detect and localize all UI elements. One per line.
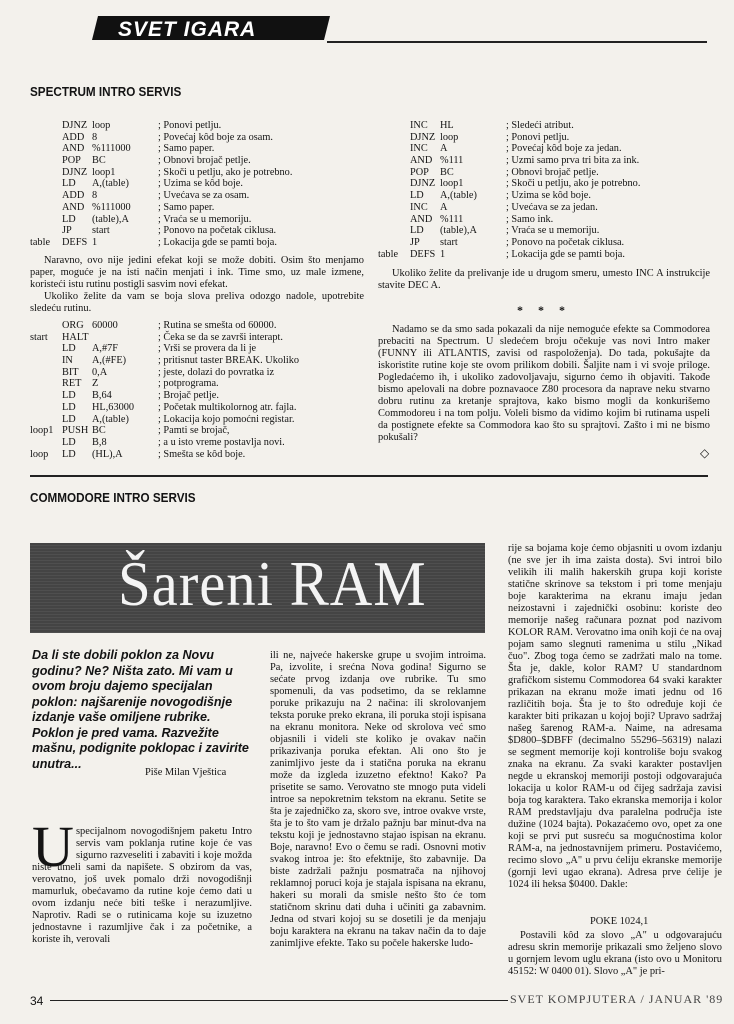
code-operand: (HL),A	[92, 448, 123, 460]
code-opcode: LD	[62, 413, 76, 425]
code-opcode: LD	[410, 225, 424, 237]
paragraph-text: Ukoliko želite da vam se boja slova preliva odozgo nadole, upotrebite sledeću rutinu.	[30, 291, 364, 314]
code-line	[30, 355, 370, 367]
code-label: loop	[30, 448, 49, 460]
code-label: table	[378, 248, 399, 260]
code-line	[30, 425, 370, 437]
code-comment: ; Početak multikolornog atr. fajla.	[158, 401, 297, 413]
code-line	[30, 437, 370, 449]
code-opcode: AND	[62, 143, 85, 155]
column-text: specijalnom novogodišnjem paketu Intro servis vam poklanja rutine koje će vas sigurno razveseliti i zabaviti i koje možda niste umeli sami da napišete. S obzirom da vas, verovatno, još uvek pomalo drži novogodišnji mamurluk, obećavamo da rutine koje ćemo dati u ovom izdanju neće biti teške i nerazumljive. Naprotiv. Radi se o rutinicama koje su izuzetno jednostavne i razumljive čak i za početnike, a koriste ih, verovali	[32, 826, 252, 945]
code-label: table	[30, 236, 51, 248]
code-opcode: AND	[410, 213, 433, 225]
code-operand: start	[440, 236, 458, 248]
code-block-1	[30, 120, 370, 249]
code-line	[378, 167, 718, 179]
code-line	[378, 178, 718, 190]
code-label: start	[30, 331, 48, 343]
code-line	[30, 237, 370, 249]
code-line	[30, 414, 370, 426]
code-comment: ; Vrši se provera da li je	[158, 343, 257, 355]
code-opcode: BIT	[62, 366, 79, 378]
drop-cap-space	[32, 826, 76, 860]
end-mark-icon: ◇	[700, 446, 710, 460]
code-opcode: POP	[410, 166, 429, 178]
code-operand: %111	[440, 155, 464, 167]
article-title: Šareni RAM	[118, 548, 427, 619]
spectrum-paragraph-4	[378, 324, 710, 444]
code-operand: BC	[440, 166, 454, 178]
footer-rule	[50, 1000, 508, 1001]
code-line	[378, 132, 718, 144]
code-line	[378, 249, 718, 261]
code-comment: ; a u isto vreme postavlja novi.	[158, 436, 285, 448]
code-opcode: DJNZ	[410, 131, 436, 143]
code-operand: 1	[440, 248, 446, 260]
code-operand: 1	[92, 236, 98, 248]
code-opcode: ADD	[62, 190, 85, 202]
code-opcode: PUSH	[62, 425, 89, 437]
code-comment: ; Smešta se kôd boje.	[158, 448, 246, 460]
code-comment: ; Pamti se brojač,	[158, 425, 230, 437]
code-line	[378, 155, 718, 167]
code-line	[378, 190, 718, 202]
code-line	[378, 225, 718, 237]
code-comment: ; Lokacija gde se pamti boja.	[158, 236, 277, 248]
code-line	[30, 190, 370, 202]
code-line	[30, 402, 370, 414]
code-comment: ; Skoči u petlju, ako je potrebno.	[506, 178, 641, 190]
section-divider	[30, 475, 708, 477]
code-operand: A,(table)	[92, 178, 129, 190]
code-comment: ; Uzima se kôd boje.	[506, 190, 591, 202]
code-comment: ; Obnovi brojač petlje.	[158, 155, 251, 167]
code-comment: ; Uvećava se za osam.	[158, 190, 250, 202]
byline: Piše Milan Vještica	[145, 767, 227, 778]
code-opcode: LD	[62, 436, 76, 448]
paragraph-text: Naravno, ovo nije jedini efekat koji se može dobiti. Osim što menjamo paper, moguće je na isti način menjati i ink. Time smo, uz male izmene, koristeći istu rutinu postigli sasvim novi efekat.	[30, 255, 364, 290]
code-opcode: INC	[410, 201, 428, 213]
code-opcode: LD	[62, 390, 76, 402]
code-opcode: DJNZ	[62, 120, 88, 131]
code-opcode: LD	[410, 190, 424, 202]
code-line	[378, 120, 718, 132]
code-line	[30, 120, 370, 132]
code-opcode: LD	[62, 178, 76, 190]
code-operand: loop1	[440, 178, 464, 190]
code-opcode: JP	[410, 236, 420, 248]
code-comment: ; Povećaj kôd boje za jedan.	[506, 143, 622, 155]
code-comment: ; Ponovo na početak ciklusa.	[158, 225, 277, 237]
code-comment: ; Uzima se kôd boje.	[158, 178, 243, 190]
code-line	[30, 378, 370, 390]
code-operand: A,(#FE)	[92, 355, 127, 367]
code-comment: ; Samo paper.	[158, 143, 215, 155]
code-comment: ; pritisnut taster BREAK. Ukoliko	[158, 355, 300, 367]
code-label: loop1	[30, 425, 54, 437]
code-opcode: DJNZ	[62, 166, 88, 178]
code-comment: ; jeste, dolazi do povratka iz	[158, 366, 275, 378]
code-opcode: ORG	[62, 320, 84, 331]
code-comment: ; Ponovi petlju.	[506, 131, 570, 143]
commodore-heading: COMMODORE INTRO SERVIS	[30, 490, 196, 505]
code-line	[30, 367, 370, 379]
code-operand: B,64	[92, 390, 112, 402]
code-opcode: AND	[62, 201, 85, 213]
article-title-box	[30, 543, 485, 633]
magazine-footer: SVET KOMPJUTERA / JANUAR '89	[510, 992, 724, 1006]
code-operand: A,(table)	[92, 413, 129, 425]
code-operand: (table),A	[440, 225, 477, 237]
code-comment: ; Samo paper.	[158, 201, 215, 213]
article-lead: Da li ste dobili poklon za Novu godinu? Ne? Ništa zato. Mi vam u ovom broju dajemo specijalan poklon: najšarenije novogodišnje izdanje vaše omiljene rubrike. Poklon je pred vama. Razvežite mašnu, podignite poklopac i zavirite unutra...	[32, 648, 249, 771]
code-opcode: LD	[62, 213, 76, 225]
page-number: 34	[30, 994, 44, 1008]
code-line	[30, 390, 370, 402]
header-rule	[327, 41, 707, 43]
code-comment: ; Obnovi brojač petlje.	[506, 166, 599, 178]
code-comment: ; Ponovi petlju.	[158, 120, 222, 131]
code-line	[30, 343, 370, 355]
spectrum-paragraph-1	[30, 255, 364, 315]
article-column-1	[32, 826, 252, 986]
code-line	[378, 143, 718, 155]
code-opcode: LD	[62, 343, 76, 355]
code-opcode: LD	[62, 401, 76, 413]
code-operand: loop1	[92, 166, 116, 178]
code-line	[30, 178, 370, 190]
code-line	[30, 449, 370, 461]
code-line	[30, 320, 370, 332]
section-title: SVET IGARA	[118, 18, 257, 41]
code-operand: loop	[440, 131, 459, 143]
code-operand: A,#7F	[92, 343, 119, 355]
code-operand: loop	[92, 120, 111, 131]
code-line	[378, 202, 718, 214]
code-comment: ; Lokacija gde se pamti boja.	[506, 248, 625, 260]
code-operand: 60000	[92, 320, 118, 331]
code-operand: (table),A	[92, 213, 129, 225]
code-line	[30, 143, 370, 155]
code-comment: ; Brojač petlje.	[158, 390, 219, 402]
code-line	[30, 214, 370, 226]
spectrum-heading: SPECTRUM INTRO SERVIS	[30, 84, 182, 99]
code-comment: ; Lokacija kojo pomoćni registar.	[158, 413, 295, 425]
code-comment: ; Vraća se u memoriju.	[158, 213, 252, 225]
article-column-2	[270, 650, 486, 980]
code-line	[30, 167, 370, 179]
column-text: rije sa bojama koje ćemo objasniti u ovom izdanju (ne sve jer ih ima zaista dosta). Svi introi bilo velikih ili malih hakerskih grupa koji koriste statične skrinove sa tekstom i pri tome menjaju boje karakterima na ekranu imaju jedan neizostavni i zajednički osobinu: koriste deo memorije našeg računara poznat pod nazivom KOLOR RAM. Verovatno ima onih koji će na ovaj pojam samo slegnuti ramenima u stilu „Nikad čuo". Zbog toga ćemo se zadržati malo na tome. Šta je, dakle, kolor RAM? U standardnom grafičkom sistemu Commodorea 64 svaki karakter prikazan na ekranu može imati jednu od 16 različitih boja. Šta je to što određuje koji će karakter biti prikazan u kojoj boji? Upravo sadržaj našeg šarenog RAM-a. Naime, na adresama $D800–$DBFF (decimalno 55296–56319) nalazi se segment memorije koji kontroliše boju svakog znaka na ekranu. Za svaki karakter postavljen negde u ekranskoj memoriji postoji odgovarajuća lokacija u kolor RAM-u od čijeg sadržaja zavisi boja tog karaktera. Tako ekranska memorija i kolor RAM predstavljaju dva paralelna područja iste dužine (1024 bajta). Pokazaćemo ovo, opet za one koji se prvi put susreću sa mogućnostima kolor RAM-a, na jednostavnijem primeru. Postavićemo, recimo slovo „A" u prvu ćeliju ekranske memorije (gornji levi ugao ekrana). Adresa prve ćelije je 1024 ili heksa $0400. Dakle:	[508, 543, 722, 890]
code-operand: A,(table)	[440, 190, 477, 202]
code-opcode: JP	[62, 225, 72, 237]
code-line	[30, 332, 370, 344]
code-opcode: IN	[62, 355, 73, 367]
code-operand: 8	[92, 131, 98, 143]
code-operand: B,8	[92, 436, 107, 448]
code-operand: BC	[92, 155, 106, 167]
code-opcode: AND	[410, 155, 433, 167]
code-line	[30, 225, 370, 237]
code-operand: 8	[92, 190, 98, 202]
code-block-2	[30, 320, 370, 460]
code-comment: ; Uzmi samo prva tri bita za ink.	[506, 155, 640, 167]
code-opcode: HALT	[62, 331, 89, 343]
code-comment: ; Samo ink.	[506, 213, 554, 225]
code-operand: %111	[440, 213, 464, 225]
code-operand: BC	[92, 425, 106, 437]
code-line	[30, 202, 370, 214]
code-opcode: INC	[410, 143, 428, 155]
code-line	[378, 214, 718, 226]
paragraph-text: Nadamo se da smo sada pokazali da nije nemoguće efekte sa Commodorea prebaciti na Spectrum. U sledećem broju očekuje vas novi Intro maker (FUNNY ili ATLANTIS, zavisi od raspoloženja). Do tada, pokušajte da iskoristite rutine koje ste ovom prilikom dobili. Šaljite nam i vi svoje priloge. Pogledaćemo ih, i ukoliko zadovoljavaju, sigurno ćemo ih objaviti. Takođe bismo apelovali na dobre poznavaoce Z80 procesora da naprave neku stvarno dobru rutinu za kretanje sprajtova, kako bismo mogli da konkurišemo Commodoreu i na tom polju. Voleli bismo da vidimo kojim bi rutinama uspeli da postignete efekte sa Commodora kao što su sprajtovi. Zašto i mi ne bismo pokušali?	[378, 324, 710, 443]
code-line	[30, 132, 370, 144]
code-block-3	[378, 120, 718, 260]
column-text: ili ne, najveće hakerske grupe u svojim introima. Pa, izvolite, i srećna Nova godina! Sigurno se sećate prvog izdanja ove rubrike. Tu smo spomenuli, da vas podsetimo, da se reklamne poruke prikazuju na 2 načina: ili skrolovanjem teksta poruke preko ekrana, ili poruka stoji ispisana na ekranu monitora. Neke od skrolova već smo objasnili i videli ste koliko je ovakav način prikazivanja poruka efektan. Ali ono što je zanimljivo jeste da i statična poruka na ekranu može da izgleda izuzetno efektno! Kako? Pa prisetite se samo. Verovatno ste mnogo puta videli introe sa nepokretnim tekstom na ekranu. Setite se šta je zajedničko za, skoro sve, introe ovakve vrste, šta je to što vam je držalo pažnju bar minut-dva na tekstu koji je jednostavno stajao ispisan na ekranu. Boje, naravno! Evo o čemu se radi. Osnovni motiv svakog introa je: što efektnije, što zabavnije. Da biste zadržali pažnju posmatrača na njihovoj reklamnoj poruci koja je stajala ispisana na ekranu, hakeri su morali da smisle nešto što će tom statičnom skrinu dati duha i učiniti ga zabavnim. Jedna od stvari kojoj su se dosetili je da menjaju boju karaktera na ekranu na takav način da to daje zanimljive efekte. Tako su počele hakerske ludo-	[270, 650, 486, 949]
code-comment: ; Čeka se da se završi interapt.	[158, 331, 283, 343]
code-opcode: RET	[62, 378, 82, 390]
code-operand: HL,63000	[92, 401, 135, 413]
drop-cap: U	[32, 814, 74, 879]
code-comment: ; Ponovo na početak ciklusa.	[506, 236, 625, 248]
code-comment: ; Vraća se u memoriju.	[506, 225, 600, 237]
code-comment: ; Povećaj kôd boje za osam.	[158, 131, 273, 143]
code-opcode: ADD	[62, 131, 85, 143]
code-operand: HL	[440, 120, 454, 131]
code-line	[378, 237, 718, 249]
code-comment: ; Uvećava se za jedan.	[506, 201, 598, 213]
code-operand: Z	[92, 378, 99, 390]
spectrum-paragraph-3	[378, 268, 710, 292]
code-opcode: DEFS	[62, 236, 88, 248]
column-text: Postavili kôd za slovo „A" u odgovarajuću adresu skrin memorije prikazali smo željeno slovo u gornjem levom uglu ekrana (isto ovo u Monitoru 45152: W 0400 01). Slovo „A" je pri-	[508, 930, 722, 977]
code-operand: A	[440, 201, 448, 213]
code-opcode: DEFS	[410, 248, 436, 260]
article-column-3b	[508, 930, 722, 978]
code-operand: start	[92, 225, 110, 237]
code-operand: %111000	[92, 143, 131, 155]
paragraph-text: Ukoliko želite da prelivanje ide u drugom smeru, umesto INC A instrukcije stavite DEC A.	[378, 268, 710, 291]
article-column-3	[508, 543, 722, 919]
code-comment: ; potprograma.	[158, 378, 219, 390]
code-opcode: POP	[62, 155, 81, 167]
code-line	[30, 155, 370, 167]
code-operand: 0,A	[92, 366, 108, 378]
code-line: POKE 1024,1	[590, 916, 649, 927]
section-separator: * * *	[517, 303, 571, 317]
code-comment: ; Sledeći atribut.	[506, 120, 574, 131]
code-operand: A	[440, 143, 448, 155]
code-opcode: LD	[62, 448, 76, 460]
code-opcode: INC	[410, 120, 428, 131]
code-operand: %111000	[92, 201, 131, 213]
code-opcode: DJNZ	[410, 178, 436, 190]
code-comment: ; Skoči u petlju, ako je potrebno.	[158, 166, 293, 178]
code-comment: ; Rutina se smešta od 60000.	[158, 320, 277, 331]
